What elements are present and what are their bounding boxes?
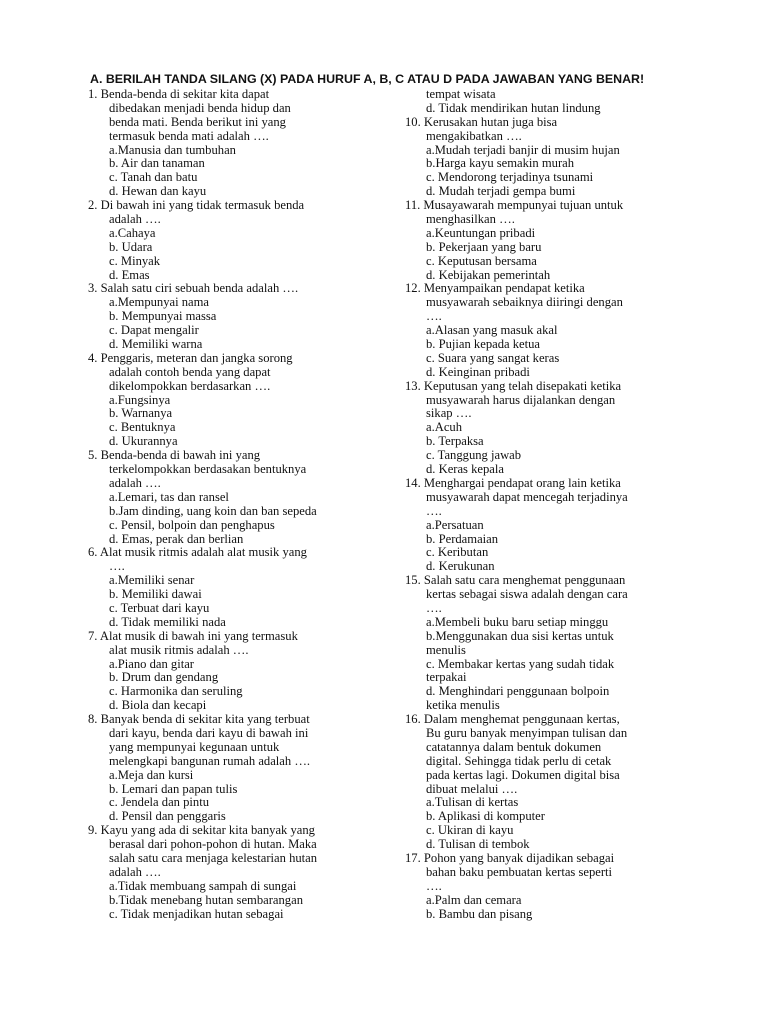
- question-line: 5. Benda-benda di bawah ini yang: [88, 448, 261, 463]
- answer-option: a.Piano dan gitar: [109, 656, 194, 671]
- answer-option: a.Alasan yang masuk akal: [426, 323, 558, 338]
- answer-option: b. Mempunyai massa: [109, 309, 217, 324]
- question-continuation: adalah ….: [109, 212, 161, 227]
- answer-option: b. Drum dan gendang: [109, 670, 219, 685]
- question-continuation: kertas sebagai siswa adalah dengan cara: [426, 587, 628, 602]
- question-line: 15. Salah satu cara menghemat penggunaan: [405, 573, 626, 588]
- question-line: 17. Pohon yang banyak dijadikan sebagai: [405, 850, 615, 865]
- answer-option: b. Aplikasi di komputer: [426, 809, 545, 824]
- answer-option: a.Tulisan di kertas: [426, 795, 519, 810]
- question-line: 9. Kayu yang ada di sekitar kita banyak yang: [88, 823, 315, 838]
- question-continuation: dari kayu, benda dari kayu di bawah ini: [109, 725, 309, 740]
- right-column: [405, 88, 695, 921]
- question-continuation: catatannya dalam bentuk dokumen: [426, 739, 602, 754]
- question-continuation: musyawarah sebaiknya diiringi dengan: [426, 295, 623, 310]
- answer-option: c. Pensil, bolpoin dan penghapus: [109, 517, 275, 532]
- answer-option: c. Keributan: [426, 545, 489, 560]
- answer-option: b. Memiliki dawai: [109, 587, 202, 602]
- answer-option: c. Jendela dan pintu: [109, 795, 210, 810]
- question-line: 6. Alat musik ritmis adalah alat musik yang: [88, 545, 307, 560]
- answer-option: c. Tidak menjadikan hutan sebagai: [109, 906, 284, 921]
- answer-option: b. Pujian kepada ketua: [426, 337, 541, 352]
- answer-option: c. Membakar kertas yang sudah tidak: [426, 656, 615, 671]
- answer-option: a.Meja dan kursi: [109, 767, 194, 782]
- answer-option-continuation: terpakai: [426, 670, 467, 685]
- question-continuation: yang mempunyai kegunaan untuk: [109, 739, 280, 754]
- answer-option: a.Mudah terjadi banjir di musim hujan: [426, 142, 620, 157]
- answer-option: b. Pekerjaan yang baru: [426, 239, 542, 254]
- answer-option: a.Palm dan cemara: [426, 892, 522, 907]
- question-continuation: ….: [426, 878, 442, 893]
- question-continuation: menghasilkan ….: [426, 212, 515, 227]
- answer-option: b. Warnanya: [109, 406, 173, 421]
- question-line: 13. Keputusan yang telah disepakati ketika: [405, 378, 622, 393]
- answer-option: c. Dapat mengalir: [109, 323, 199, 338]
- question-continuation: mengakibatkan ….: [426, 128, 522, 143]
- question-continuation: adalah ….: [109, 864, 161, 879]
- section-heading: A. BERILAH TANDA SILANG (X) PADA HURUF A, B, C ATAU D PADA JAWABAN YANG BENAR!: [90, 72, 645, 86]
- question-line: 7. Alat musik di bawah ini yang termasuk: [88, 628, 298, 643]
- answer-option: d. Mudah terjadi gempa bumi: [426, 184, 576, 199]
- answer-option: a.Manusia dan tumbuhan: [109, 142, 236, 157]
- answer-option: a.Mempunyai nama: [109, 295, 210, 310]
- question-continuation: dikelompokkan berdasarkan ….: [109, 378, 271, 393]
- question-continuation: ….: [426, 309, 442, 324]
- answer-option: d. Memiliki warna: [109, 337, 203, 352]
- answer-option: d. Biola dan kecapi: [109, 698, 207, 713]
- answer-option: b.Harga kayu semakin murah: [426, 156, 575, 171]
- answer-option: d. Hewan dan kayu: [109, 184, 207, 199]
- answer-option: d. Keinginan pribadi: [426, 364, 530, 379]
- answer-option: c. Tanah dan batu: [109, 170, 198, 185]
- answer-option: a.Membeli buku baru setiap minggu: [426, 614, 609, 629]
- question-line: 3. Salah satu ciri sebuah benda adalah ….: [88, 281, 299, 296]
- answer-option: d. Pensil dan penggaris: [109, 809, 226, 824]
- answer-option: d. Menghindari penggunaan bolpoin: [426, 684, 610, 699]
- answer-option: d. Ukurannya: [109, 434, 178, 449]
- answer-option: a.Lemari, tas dan ransel: [109, 489, 229, 504]
- question-continuation: alat musik ritmis adalah ….: [109, 642, 249, 657]
- question-continuation: ….: [109, 559, 125, 574]
- question-line: 14. Menghargai pendapat orang lain ketika: [405, 475, 621, 490]
- question-continuation: ….: [426, 503, 442, 518]
- question-line: 12. Menyampaikan pendapat ketika: [405, 281, 585, 296]
- question-continuation: Bu guru banyak menyimpan tulisan dan: [426, 725, 628, 740]
- answer-option: b.Menggunakan dua sisi kertas untuk: [426, 628, 614, 643]
- answer-option: c. Harmonika dan seruling: [109, 684, 243, 699]
- answer-option: c. Ukiran di kayu: [426, 823, 514, 838]
- answer-option: c. Tanggung jawab: [426, 448, 522, 463]
- answer-option: b. Bambu dan pisang: [426, 906, 533, 921]
- question-continuation: adalah contoh benda yang dapat: [109, 364, 271, 379]
- answer-option: d. Kebijakan pemerintah: [426, 267, 551, 282]
- question-line: 10. Kerusakan hutan juga bisa: [405, 114, 558, 129]
- question-line: 11. Musayawarah mempunyai tujuan untuk: [405, 198, 624, 213]
- answer-option: c. Terbuat dari kayu: [109, 600, 210, 615]
- answer-option: b. Terpaksa: [426, 434, 484, 449]
- left-column: [88, 88, 388, 921]
- answer-option: a.Fungsinya: [109, 392, 171, 407]
- answer-option: c. Bentuknya: [109, 420, 176, 435]
- answer-option: d. Tidak mendirikan hutan lindung: [426, 100, 601, 115]
- question-continuation: benda mati. Benda berikut ini yang: [109, 114, 286, 129]
- answer-option: d. Tulisan di tembok: [426, 837, 530, 852]
- answer-option: b. Air dan tanaman: [109, 156, 205, 171]
- answer-option: c. Mendorong terjadinya tsunami: [426, 170, 594, 185]
- question-continuation: pada kertas lagi. Dokumen digital bisa: [426, 767, 620, 782]
- question-continuation: dibuat melalui ….: [426, 781, 518, 796]
- answer-option: d. Keras kepala: [426, 462, 504, 477]
- answer-option: d. Tidak memiliki nada: [109, 614, 226, 629]
- answer-option: d. Kerukunan: [426, 559, 495, 574]
- answer-option: d. Emas, perak dan berlian: [109, 531, 244, 546]
- answer-option: c. Minyak: [109, 253, 161, 268]
- question-continuation: musyawarah dapat mencegah terjadinya: [426, 489, 628, 504]
- answer-option: b. Lemari dan papan tulis: [109, 781, 238, 796]
- question-continuation: melengkapi bangunan rumah adalah ….: [109, 753, 311, 768]
- answer-option: a.Memiliki senar: [109, 573, 195, 588]
- answer-option-continuation: tempat wisata: [426, 87, 496, 101]
- answer-option: a.Persatuan: [426, 517, 484, 532]
- answer-option: c. Suara yang sangat keras: [426, 350, 560, 365]
- question-continuation: musyawarah harus dijalankan dengan: [426, 392, 616, 407]
- answer-option: c. Keputusan bersama: [426, 253, 537, 268]
- question-continuation: digital. Sehingga tidak perlu di cetak: [426, 753, 612, 768]
- question-line: 1. Benda-benda di sekitar kita dapat: [88, 87, 270, 101]
- question-continuation: dibedakan menjadi benda hidup dan: [109, 100, 291, 115]
- answer-option: d. Emas: [109, 267, 150, 282]
- answer-option: b. Udara: [109, 239, 153, 254]
- answer-option: a.Acuh: [426, 420, 463, 435]
- question-line: 2. Di bawah ini yang tidak termasuk benda: [88, 198, 305, 213]
- answer-option: b. Perdamaian: [426, 531, 499, 546]
- answer-option: b.Jam dinding, uang koin dan ban sepeda: [109, 503, 317, 518]
- answer-option: b.Tidak menebang hutan sembarangan: [109, 892, 303, 907]
- question-continuation: terkelompokkan berdasakan bentuknya: [109, 462, 307, 477]
- answer-option: a.Keuntungan pribadi: [426, 225, 536, 240]
- question-line: 16. Dalam menghemat penggunaan kertas,: [405, 712, 620, 727]
- answer-option: a.Tidak membuang sampah di sungai: [109, 878, 297, 893]
- question-continuation: bahan baku pembuatan kertas seperti: [426, 864, 613, 879]
- question-line: 8. Banyak benda di sekitar kita yang terbuat: [88, 712, 310, 727]
- question-line: 4. Penggaris, meteran dan jangka sorong: [88, 350, 293, 365]
- answer-option: a.Cahaya: [109, 225, 156, 240]
- question-continuation: termasuk benda mati adalah ….: [109, 128, 269, 143]
- question-continuation: ….: [426, 600, 442, 615]
- question-continuation: adalah ….: [109, 475, 161, 490]
- question-continuation: berasal dari pohon-pohon di hutan. Maka: [109, 837, 317, 852]
- question-continuation: salah satu cara menjaga kelestarian hutan: [109, 850, 318, 865]
- answer-option-continuation: ketika menulis: [426, 698, 500, 713]
- answer-option-continuation: menulis: [426, 642, 466, 657]
- question-continuation: sikap ….: [426, 406, 472, 421]
